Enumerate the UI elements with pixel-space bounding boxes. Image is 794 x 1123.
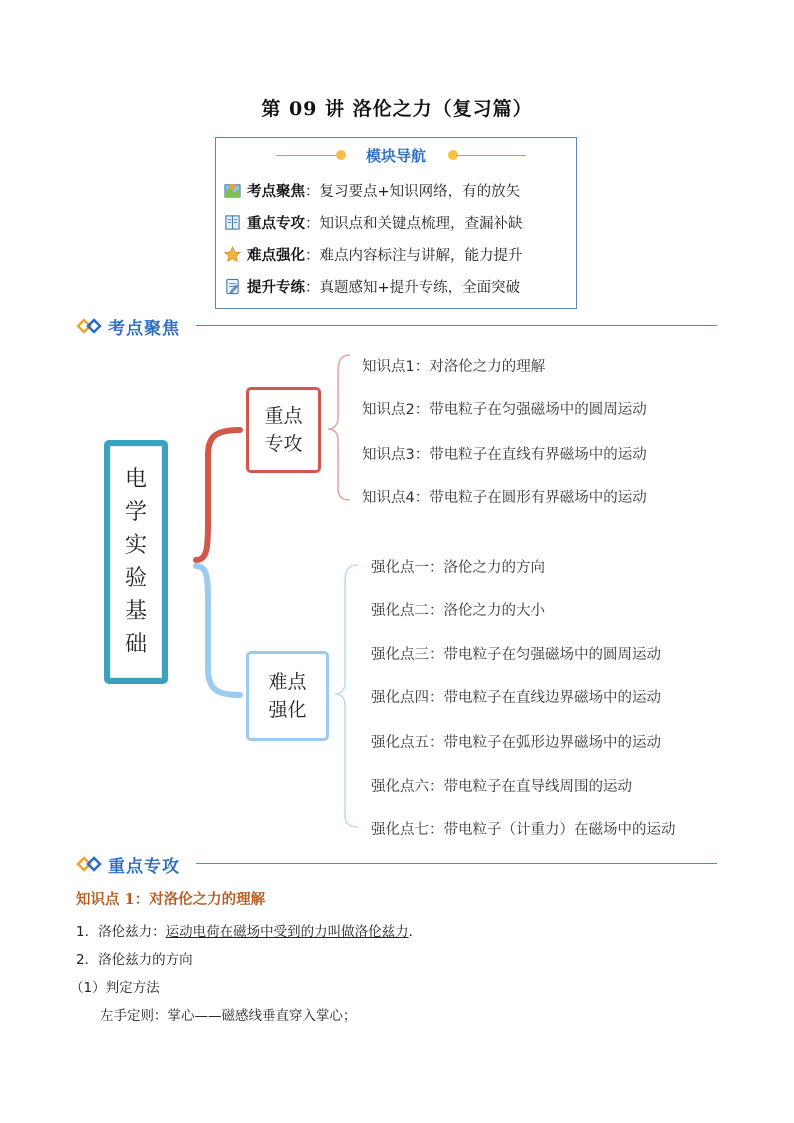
nav-item-label: 提升专练 <box>247 279 305 296</box>
paragraph-2: 2．洛伦兹力的方向 <box>76 952 193 968</box>
mindmap-root-label: 电学实验基础 <box>124 467 147 657</box>
section-title: 考点聚焦 <box>108 318 180 339</box>
nav-item-key[interactable] <box>224 210 523 234</box>
module-nav-header <box>216 144 576 166</box>
brace-hard <box>335 565 358 827</box>
p1-prefix: 1．洛伦兹力： <box>76 924 166 940</box>
hard-point-6: 强化点六：带电粒子在直导线周围的运动 <box>371 779 632 795</box>
note-icon <box>224 278 241 295</box>
module-nav-title: 模块导航 <box>365 147 426 165</box>
p1-suffix: ． <box>408 924 423 940</box>
map-icon <box>224 182 241 199</box>
module-nav-box <box>215 137 577 309</box>
nav-item-desc: ：真题感知+提升专练，全面突破 <box>305 279 521 296</box>
key-point-3: 知识点3：带电粒子在直线有界磁场中的运动 <box>362 447 647 463</box>
paragraph-3: （1）判定方法 <box>70 980 160 996</box>
section-header-key <box>76 852 180 876</box>
key-point-1: 知识点1：对洛伦之力的理解 <box>362 359 546 375</box>
knowledge-point-title: 知识点 1：对洛伦之力的理解 <box>76 891 266 908</box>
paragraph-4: 左手定则：掌心——磁感线垂直穿入掌心； <box>100 1008 357 1024</box>
hard-point-5: 强化点五：带电粒子在弧形边界磁场中的运动 <box>371 735 661 751</box>
section-divider <box>196 325 717 326</box>
p1-definition: 运动电荷在磁场中受到的力叫做洛伦兹力 <box>165 924 409 940</box>
connector-key <box>196 430 240 560</box>
double-chevron-icon <box>76 318 102 334</box>
nav-item-desc: ：难点内容标注与讲解，能力提升 <box>305 247 523 264</box>
page-title: 第 09 讲 洛伦之力（复习篇） <box>261 98 533 120</box>
section-divider <box>196 863 717 864</box>
double-chevron-icon <box>76 856 102 872</box>
book-icon <box>224 214 241 231</box>
hard-point-7: 强化点七：带电粒子（计重力）在磁场中的运动 <box>371 822 676 838</box>
mindmap-branch-hard <box>246 651 329 741</box>
branch-label: 重点专攻 <box>264 405 303 455</box>
connector-hard <box>196 566 240 695</box>
nav-item-label: 重点专攻 <box>247 215 305 232</box>
section-title: 重点专攻 <box>108 856 180 877</box>
key-point-2: 知识点2：带电粒子在匀强磁场中的圆周运动 <box>362 402 647 418</box>
hard-point-3: 强化点三：带电粒子在匀强磁场中的圆周运动 <box>371 647 661 663</box>
nav-item-label: 考点聚焦 <box>247 183 305 200</box>
hard-point-1: 强化点一：洛伦之力的方向 <box>371 560 545 576</box>
nav-item-desc: ：复习要点+知识网络，有的放矢 <box>305 183 521 200</box>
nav-item-practice[interactable] <box>224 274 520 298</box>
mindmap-root <box>104 440 168 684</box>
hard-point-4: 强化点四：带电粒子在直线边界磁场中的运动 <box>371 690 661 706</box>
branch-label: 难点强化 <box>268 671 307 721</box>
mindmap-branch-key <box>246 387 321 473</box>
nav-item-desc: ：知识点和关键点梳理，查漏补缺 <box>305 215 523 232</box>
key-point-4: 知识点4：带电粒子在圆形有界磁场中的运动 <box>362 490 647 506</box>
nav-item-hard[interactable] <box>224 242 523 266</box>
paragraph-1 <box>76 920 422 940</box>
nav-item-focus[interactable] <box>224 178 520 202</box>
nav-item-label: 难点强化 <box>247 247 305 264</box>
hard-point-2: 强化点二：洛伦之力的大小 <box>371 603 545 619</box>
star-icon <box>224 246 241 263</box>
brace-key <box>328 355 350 500</box>
section-header-focus <box>76 314 180 338</box>
nav-line-right <box>456 155 526 156</box>
